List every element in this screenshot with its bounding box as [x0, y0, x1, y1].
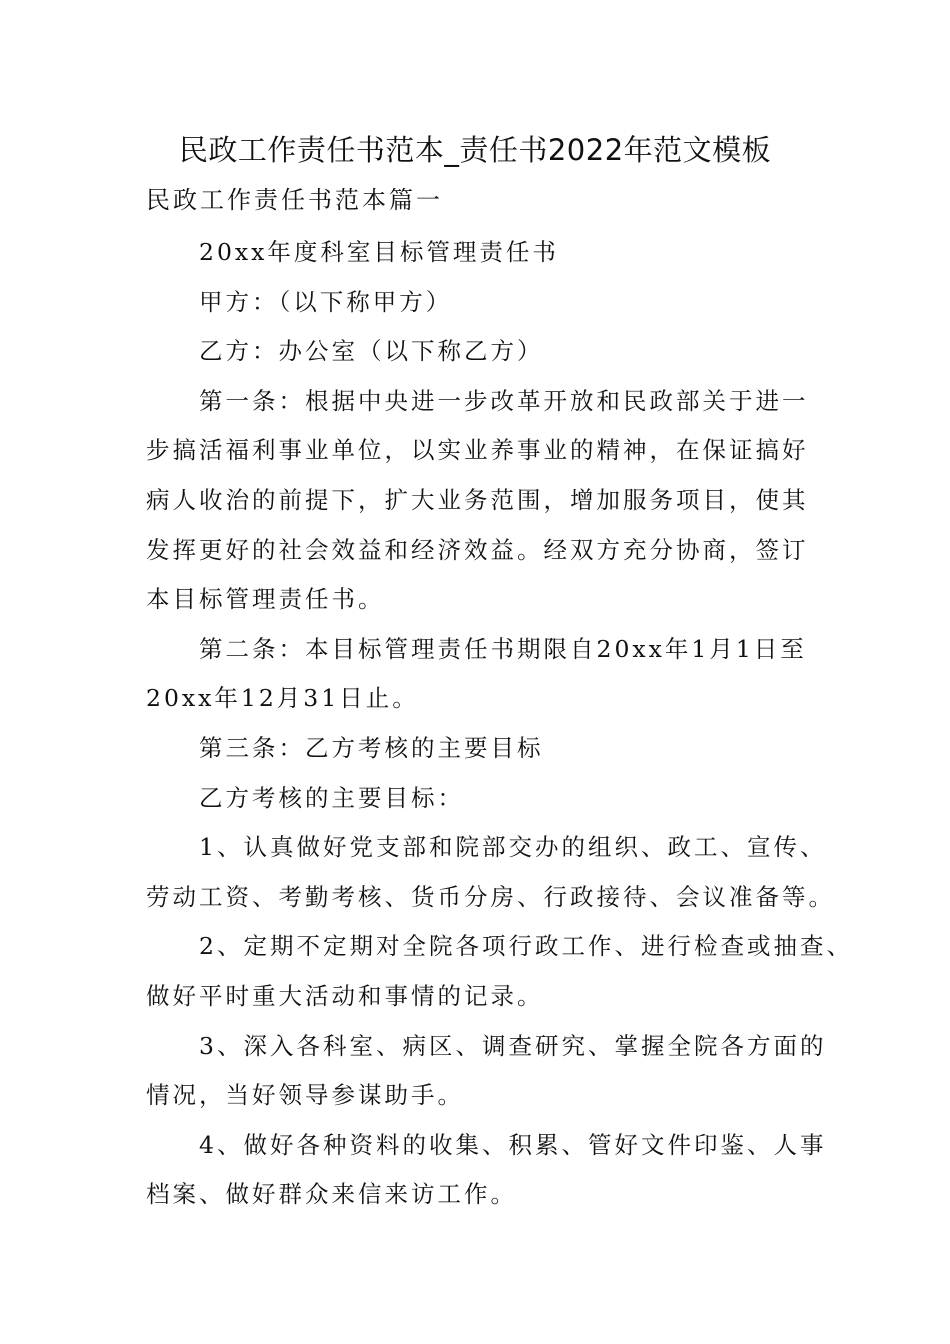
body-line: 档案、做好群众来信来访工作。 — [146, 1180, 517, 1209]
body-line: 4、做好各种资料的收集、积累、管好文件印鉴、人事 — [199, 1130, 827, 1159]
document-title: 民政工作责任书范本_责任书2022年范文模板 — [178, 133, 772, 167]
body-line: 2、定期不定期对全院各项行政工作、进行检查或抽查、 — [199, 932, 853, 961]
body-line: 3、深入各科室、病区、调查研究、掌握全院各方面的 — [199, 1031, 827, 1060]
body-line: 发挥更好的社会效益和经济效益。经双方充分协商，签订 — [146, 535, 809, 564]
body-line: 20xx年12月31日止。 — [146, 684, 419, 713]
body-line: 情况，当好领导参谋助手。 — [146, 1081, 464, 1110]
body-line: 做好平时重大活动和事情的记录。 — [146, 981, 544, 1010]
body-line: 步搞活福利事业单位，以实业养事业的精神，在保证搞好 — [146, 436, 809, 465]
body-line: 乙方考核的主要目标： — [199, 783, 464, 812]
body-line: 本目标管理责任书。 — [146, 585, 385, 614]
body-line: 第二条：本目标管理责任书期限自20xx年1月1日至 — [199, 634, 807, 663]
body-line: 第三条：乙方考核的主要目标 — [199, 733, 544, 762]
body-line: 甲方：（以下称甲方） — [199, 287, 453, 316]
body-line: 20xx年度科室目标管理责任书 — [199, 238, 559, 266]
body-line: 1、认真做好党支部和院部交办的组织、政工、宣传、 — [199, 833, 827, 862]
body-line: 病人收治的前提下，扩大业务范围，增加服务项目，使其 — [146, 485, 809, 514]
body-line: 劳动工资、考勤考核、货币分房、行政接待、会议准备等。 — [146, 882, 835, 911]
body-line: 乙方：办公室（以下称乙方） — [199, 337, 544, 366]
document-body — [146, 228, 853, 1220]
body-line: 第一条：根据中央进一步改革开放和民政部关于进一 — [199, 386, 809, 415]
section-heading: 民政工作责任书范本篇一 — [146, 186, 443, 214]
